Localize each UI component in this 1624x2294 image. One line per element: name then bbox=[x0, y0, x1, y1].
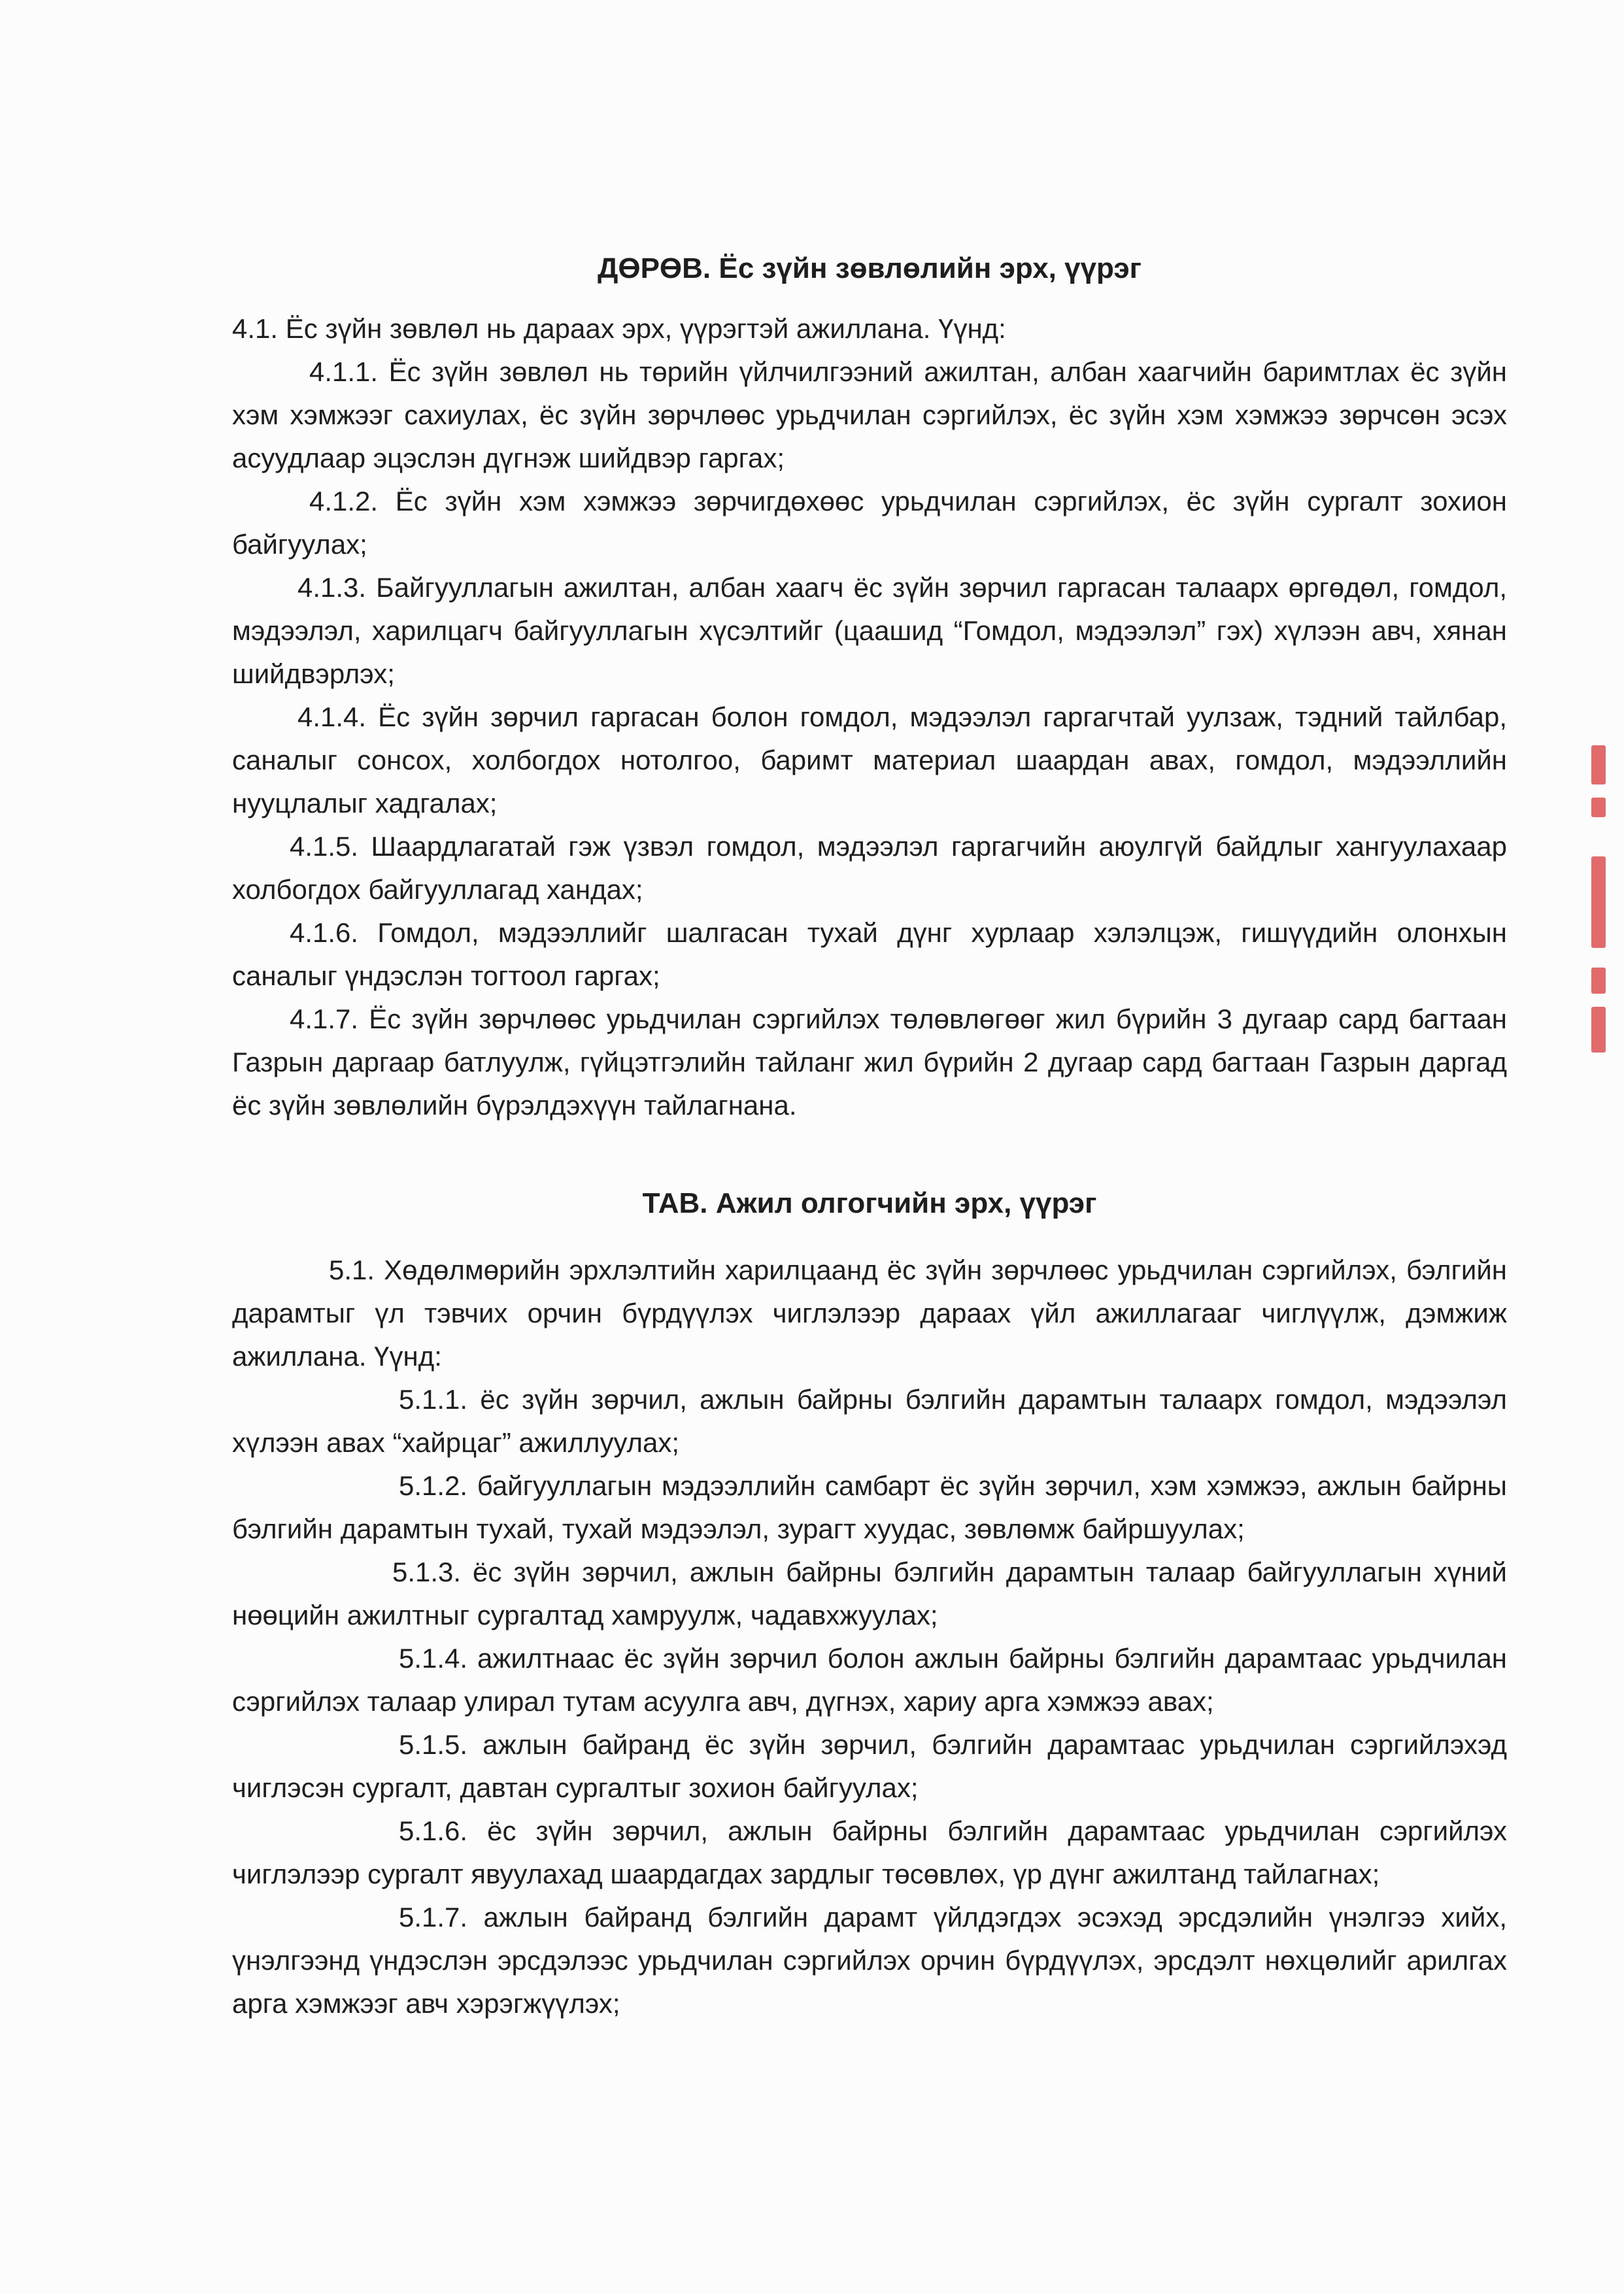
clause-4-1-5: 4.1.5. Шаардлагатай гэж үзвэл гомдол, мэдээлэл гаргагчийн аюулгүй байдлыг хангуулахаар холбогдох байгууллагад хандах; bbox=[232, 831, 1507, 905]
section-5-heading: ТАВ. Ажил олгогчийн эрх, үүрэг bbox=[642, 1187, 1097, 1219]
clause-4-1: 4.1. Ёс зүйн зөвлөл нь дараах эрх, үүрэгтэй ажиллана. Үүнд: bbox=[232, 313, 1006, 344]
clause-5-1-5: 5.1.5. ажлын байранд ёс зүйн зөрчил, бэлгийн дарамтаас урьдчилан сэргийлэхэд чиглэсэн сургалт, давтан сургалтыг зохион байгуулах; bbox=[232, 1729, 1507, 1803]
section-4-heading: ДӨРӨВ. Ёс зүйн зөвлөлийн эрх, үүрэг bbox=[598, 252, 1142, 284]
clause-4-1-3: 4.1.3. Байгууллагын ажилтан, албан хаагч ёс зүйн зөрчил гаргасан талаарх өргөдөл, гомдол, мэдээлэл, харилцагч байгууллагын хүсэлтийг (цаашид “Гомдол, мэдээлэл” гэх) хүлээн авч, хянан шийдвэрлэх; bbox=[232, 572, 1507, 689]
clause-4-1-2: 4.1.2. Ёс зүйн хэм хэмжээ зөрчигдөхөөс урьдчилан сэргийлэх, ёс зүйн сургалт зохион байгуулах; bbox=[232, 486, 1507, 560]
clause-4-1-4: 4.1.4. Ёс зүйн зөрчил гаргасан болон гомдол, мэдээлэл гаргагчтай уулзаж, тэдний тайлбар, саналыг сонсох, холбогдох нотолгоо, баримт материал шаардан авах, гомдол, мэдээллийн нууцлалыг хадгалах; bbox=[232, 701, 1507, 818]
clause-5-1-7: 5.1.7. ажлын байранд бэлгийн дарамт үйлдэгдэх эсэхэд эрсдэлийн үнэлгээ хийх, үнэлгээнд үндэслэн эрсдэлээс урьдчилан сэргийлэх орчин бүрдүүлэх, эрсдэлт нөхцөлийг арилгах арга хэмжээг авч хэрэгжүүлэх; bbox=[232, 1902, 1507, 2019]
stamp-mark bbox=[1591, 798, 1606, 817]
clause-4-1-1: 4.1.1. Ёс зүйн зөвлөл нь төрийн үйлчилгээний ажилтан, албан хаагчийн баримтлах ёс зүйн хэм хэмжээг сахиулах, ёс зүйн зөрчлөөс урьдчилан сэргийлэх, ёс зүйн хэм хэмжээ зөрчсөн эсэх асуудлаар эцэслэн дүгнэж шийдвэр гаргах; bbox=[232, 356, 1507, 473]
clause-5-1-1: 5.1.1. ёс зүйн зөрчил, ажлын байрны бэлгийн дарамтын талаарх гомдол, мэдээлэл хүлээн авах “хайрцаг” ажиллуулах; bbox=[232, 1384, 1507, 1458]
clause-4-1-6: 4.1.6. Гомдол, мэдээллийг шалгасан тухай дүнг хурлаар хэлэлцэж, гишүүдийн олонхын саналыг үндэслэн тогтоол гаргах; bbox=[232, 917, 1507, 991]
document-body bbox=[232, 247, 1507, 2025]
clause-5-1: 5.1. Хөдөлмөрийн эрхлэлтийн харилцаанд ёс зүйн зөрчлөөс урьдчилан сэргийлэх, бэлгийн дарамтыг үл тэвчих орчин бүрдүүлэх чиглэлээр дараах үйл ажиллагааг чиглүүлж, дэмжиж ажиллана. Үүнд: bbox=[232, 1255, 1507, 1372]
stamp-mark bbox=[1591, 856, 1606, 948]
stamp-mark bbox=[1591, 968, 1606, 994]
stamp-mark bbox=[1591, 1007, 1606, 1053]
clause-5-1-4: 5.1.4. ажилтнаас ёс зүйн зөрчил болон ажлын байрны бэлгийн дарамтаас урьдчилан сэргийлэх талаар улирал тутам асуулга авч, дүгнэх, хариу арга хэмжээ авах; bbox=[232, 1643, 1507, 1717]
clause-5-1-3: 5.1.3. ёс зүйн зөрчил, ажлын байрны бэлгийн дарамтын талаар байгууллагын хүний нөөцийн ажилтныг сургалтад хамруулж, чадавхжуулах; bbox=[232, 1557, 1507, 1630]
clause-5-1-6: 5.1.6. ёс зүйн зөрчил, ажлын байрны бэлгийн дарамтаас урьдчилан сэргийлэх чиглэлээр сургалт явуулахад шаардагдах зардлыг төсөвлөх, үр дүнг ажилтанд тайлагнах; bbox=[232, 1815, 1507, 1889]
clause-4-1-7: 4.1.7. Ёс зүйн зөрчлөөс урьдчилан сэргийлэх төлөвлөгөөг жил бүрийн 3 дугаар сард багтаан Газрын даргаар батлуулж, гүйцэтгэлийн тайланг жил бүрийн 2 дугаар сард багтаан Газрын даргад ёс зүйн зөвлөлийн бүрэлдэхүүн тайлагнана. bbox=[232, 1004, 1507, 1121]
clause-5-1-2: 5.1.2. байгууллагын мэдээллийн самбарт ёс зүйн зөрчил, хэм хэмжээ, ажлын байрны бэлгийн дарамтын тухай, тухай мэдээлэл, зурагт хуудас, зөвлөмж байршуулах; bbox=[232, 1470, 1507, 1544]
margin-seal-stamp bbox=[1587, 745, 1611, 1059]
stamp-mark bbox=[1591, 745, 1606, 784]
